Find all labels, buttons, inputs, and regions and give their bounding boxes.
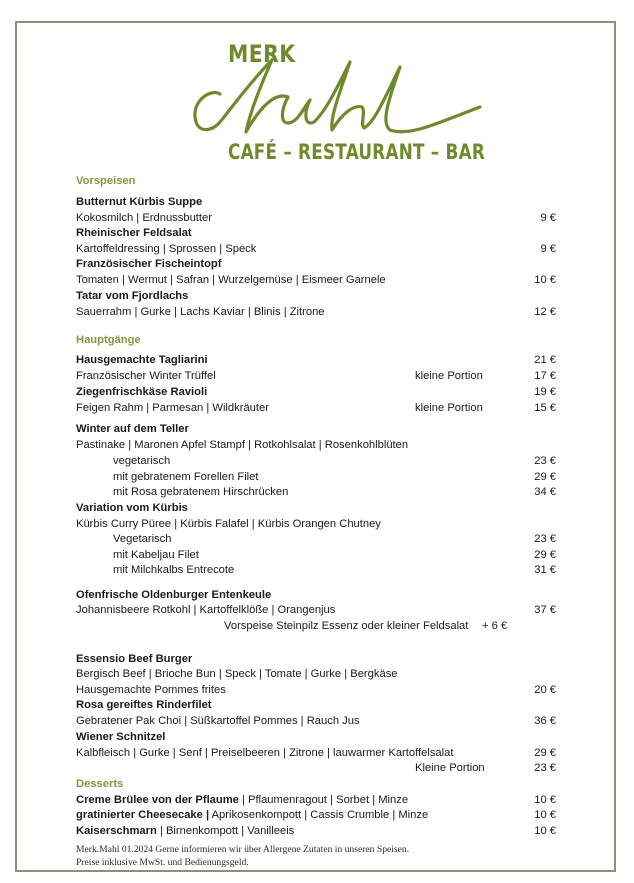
dish-desc: | Pflaumenragout | Sorbet | Minze [238, 794, 409, 806]
portion-price: 17 € [534, 370, 556, 382]
dish-price: 20 € [534, 684, 556, 696]
option-label: vegetarisch [113, 455, 171, 467]
dish-price: 9 € [540, 243, 556, 255]
dish-name: Ofenfrische Oldenburger Entenkeule [76, 589, 272, 601]
dish-desc: Kürbis Curry Püree | Kürbis Falafel | Kürbis Orangen Chutney [76, 518, 381, 530]
dish-desc: Johannisbeere Rotkohl | Kartoffelklöße | Orangenjus [76, 604, 336, 616]
dish-name: Kaiserschmarn [76, 825, 157, 837]
dish-name: Rheinischer Feldsalat [76, 227, 192, 239]
extra-price: + 6 € [482, 620, 508, 632]
option-price: 34 € [534, 486, 556, 498]
portion-price: 23 € [534, 762, 556, 774]
option-label: Vegetarisch [113, 533, 172, 545]
option-price: 23 € [534, 533, 556, 545]
section-title-desserts: Desserts [76, 778, 124, 790]
portion-price: 15 € [534, 402, 556, 414]
dish-price: 12 € [534, 306, 556, 318]
dish-name: Winter auf dem Teller [76, 423, 189, 435]
logo-merk: MERK [228, 40, 296, 68]
footer-allergen-note: Merk.Mahl 01.2024 Gerne informieren wir über Allergene Zutaten in unseren Speisen. [76, 844, 410, 855]
portion-label: Kleine Portion [415, 762, 485, 774]
dish-desc: Bergisch Beef | Brioche Bun | Speck | Tomate | Gurke | Bergkäse [76, 668, 398, 680]
dish-desc: Pastinake | Maronen Apfel Stampf | Rotkohlsalat | Rosenkohlblüten [76, 439, 409, 451]
dish-name: Wiener Schnitzel [76, 731, 166, 743]
option-price: 29 € [534, 549, 556, 561]
option-price: 31 € [534, 564, 556, 576]
dish-price: 10 € [534, 794, 556, 806]
dish-desc: Tomaten | Wermut | Safran | Wurzelgemüse | Eismeer Garnele [76, 274, 386, 286]
dessert-item [76, 808, 428, 824]
option-label: mit Milchkalbs Entrecote [113, 564, 235, 576]
dish-name: Französischer Fischeintopf [76, 258, 222, 270]
dish-desc: Gebratener Pak Choi | Süßkartoffel Pommes | Rauch Jus [76, 715, 360, 727]
dish-price: 9 € [540, 212, 556, 224]
restaurant-logo [180, 32, 500, 172]
logo-script-mahl [180, 52, 500, 147]
dessert-item [76, 824, 294, 840]
dish-name: Tatar vom Fjordlachs [76, 290, 189, 302]
portion-label: kleine Portion [415, 370, 483, 382]
dessert-item [76, 793, 408, 809]
dish-price: 29 € [534, 747, 556, 759]
dish-price: 10 € [534, 825, 556, 837]
dish-name: Ziegenfrischkäse Ravioli [76, 386, 208, 398]
dish-desc: | Birnenkompott | Vanilleeis [156, 825, 295, 837]
option-label: mit gebratenem Forellen Filet [113, 471, 259, 483]
dish-name: Variation vom Kürbis [76, 502, 188, 514]
dish-name: Hausgemachte Tagliarini [76, 354, 208, 366]
dish-desc: Kartoffeldressing | Sprossen | Speck [76, 243, 257, 255]
dish-desc: Kokosmilch | Erdnussbutter [76, 212, 212, 224]
dish-price: 19 € [534, 386, 556, 398]
dish-desc: Hausgemachte Pommes frites [76, 684, 226, 696]
option-price: 23 € [534, 455, 556, 467]
logo-tagline: CAFÉ – RESTAURANT – BAR [228, 140, 485, 164]
section-title-vorspeisen: Vorspeisen [76, 175, 136, 187]
dish-desc: Kalbfleisch | Gurke | Senf | Preiselbeeren | Zitrone | lauwarmer Kartoffelsalat [76, 747, 454, 759]
dish-desc: Aprikosenkompott | Cassis Crumble | Minze [209, 809, 429, 821]
dish-name: Essensio Beef Burger [76, 653, 193, 665]
option-label: mit Kabeljau Filet [113, 549, 199, 561]
dish-price: 21 € [534, 354, 556, 366]
dish-name: gratinierter Cheesecake | [76, 809, 210, 821]
dish-name: Butternut Kürbis Suppe [76, 196, 203, 208]
dish-name: Rosa gereiftes Rinderfilet [76, 699, 212, 711]
dish-price: 36 € [534, 715, 556, 727]
dish-price: 37 € [534, 604, 556, 616]
dish-desc: Sauerrahm | Gurke | Lachs Kaviar | Blinis | Zitrone [76, 306, 325, 318]
dish-price: 10 € [534, 274, 556, 286]
portion-label: kleine Portion [415, 402, 483, 414]
option-price: 29 € [534, 471, 556, 483]
dish-name: Creme Brülee von der Pflaume [76, 794, 239, 806]
option-label: mit Rosa gebratenem Hirschrücken [113, 486, 289, 498]
section-title-hauptgaenge: Hauptgänge [76, 334, 141, 346]
dish-price: 10 € [534, 809, 556, 821]
footer-price-note: Preise inklusive MwSt. und Bedienungsgeld. [76, 857, 249, 868]
extra-option: Vorspeise Steinpilz Essenz oder kleiner Feldsalat [224, 620, 469, 632]
dish-desc: Französischer Winter Trüffel [76, 370, 216, 382]
dish-desc: Feigen Rahm | Parmesan | Wildkräuter [76, 402, 269, 414]
